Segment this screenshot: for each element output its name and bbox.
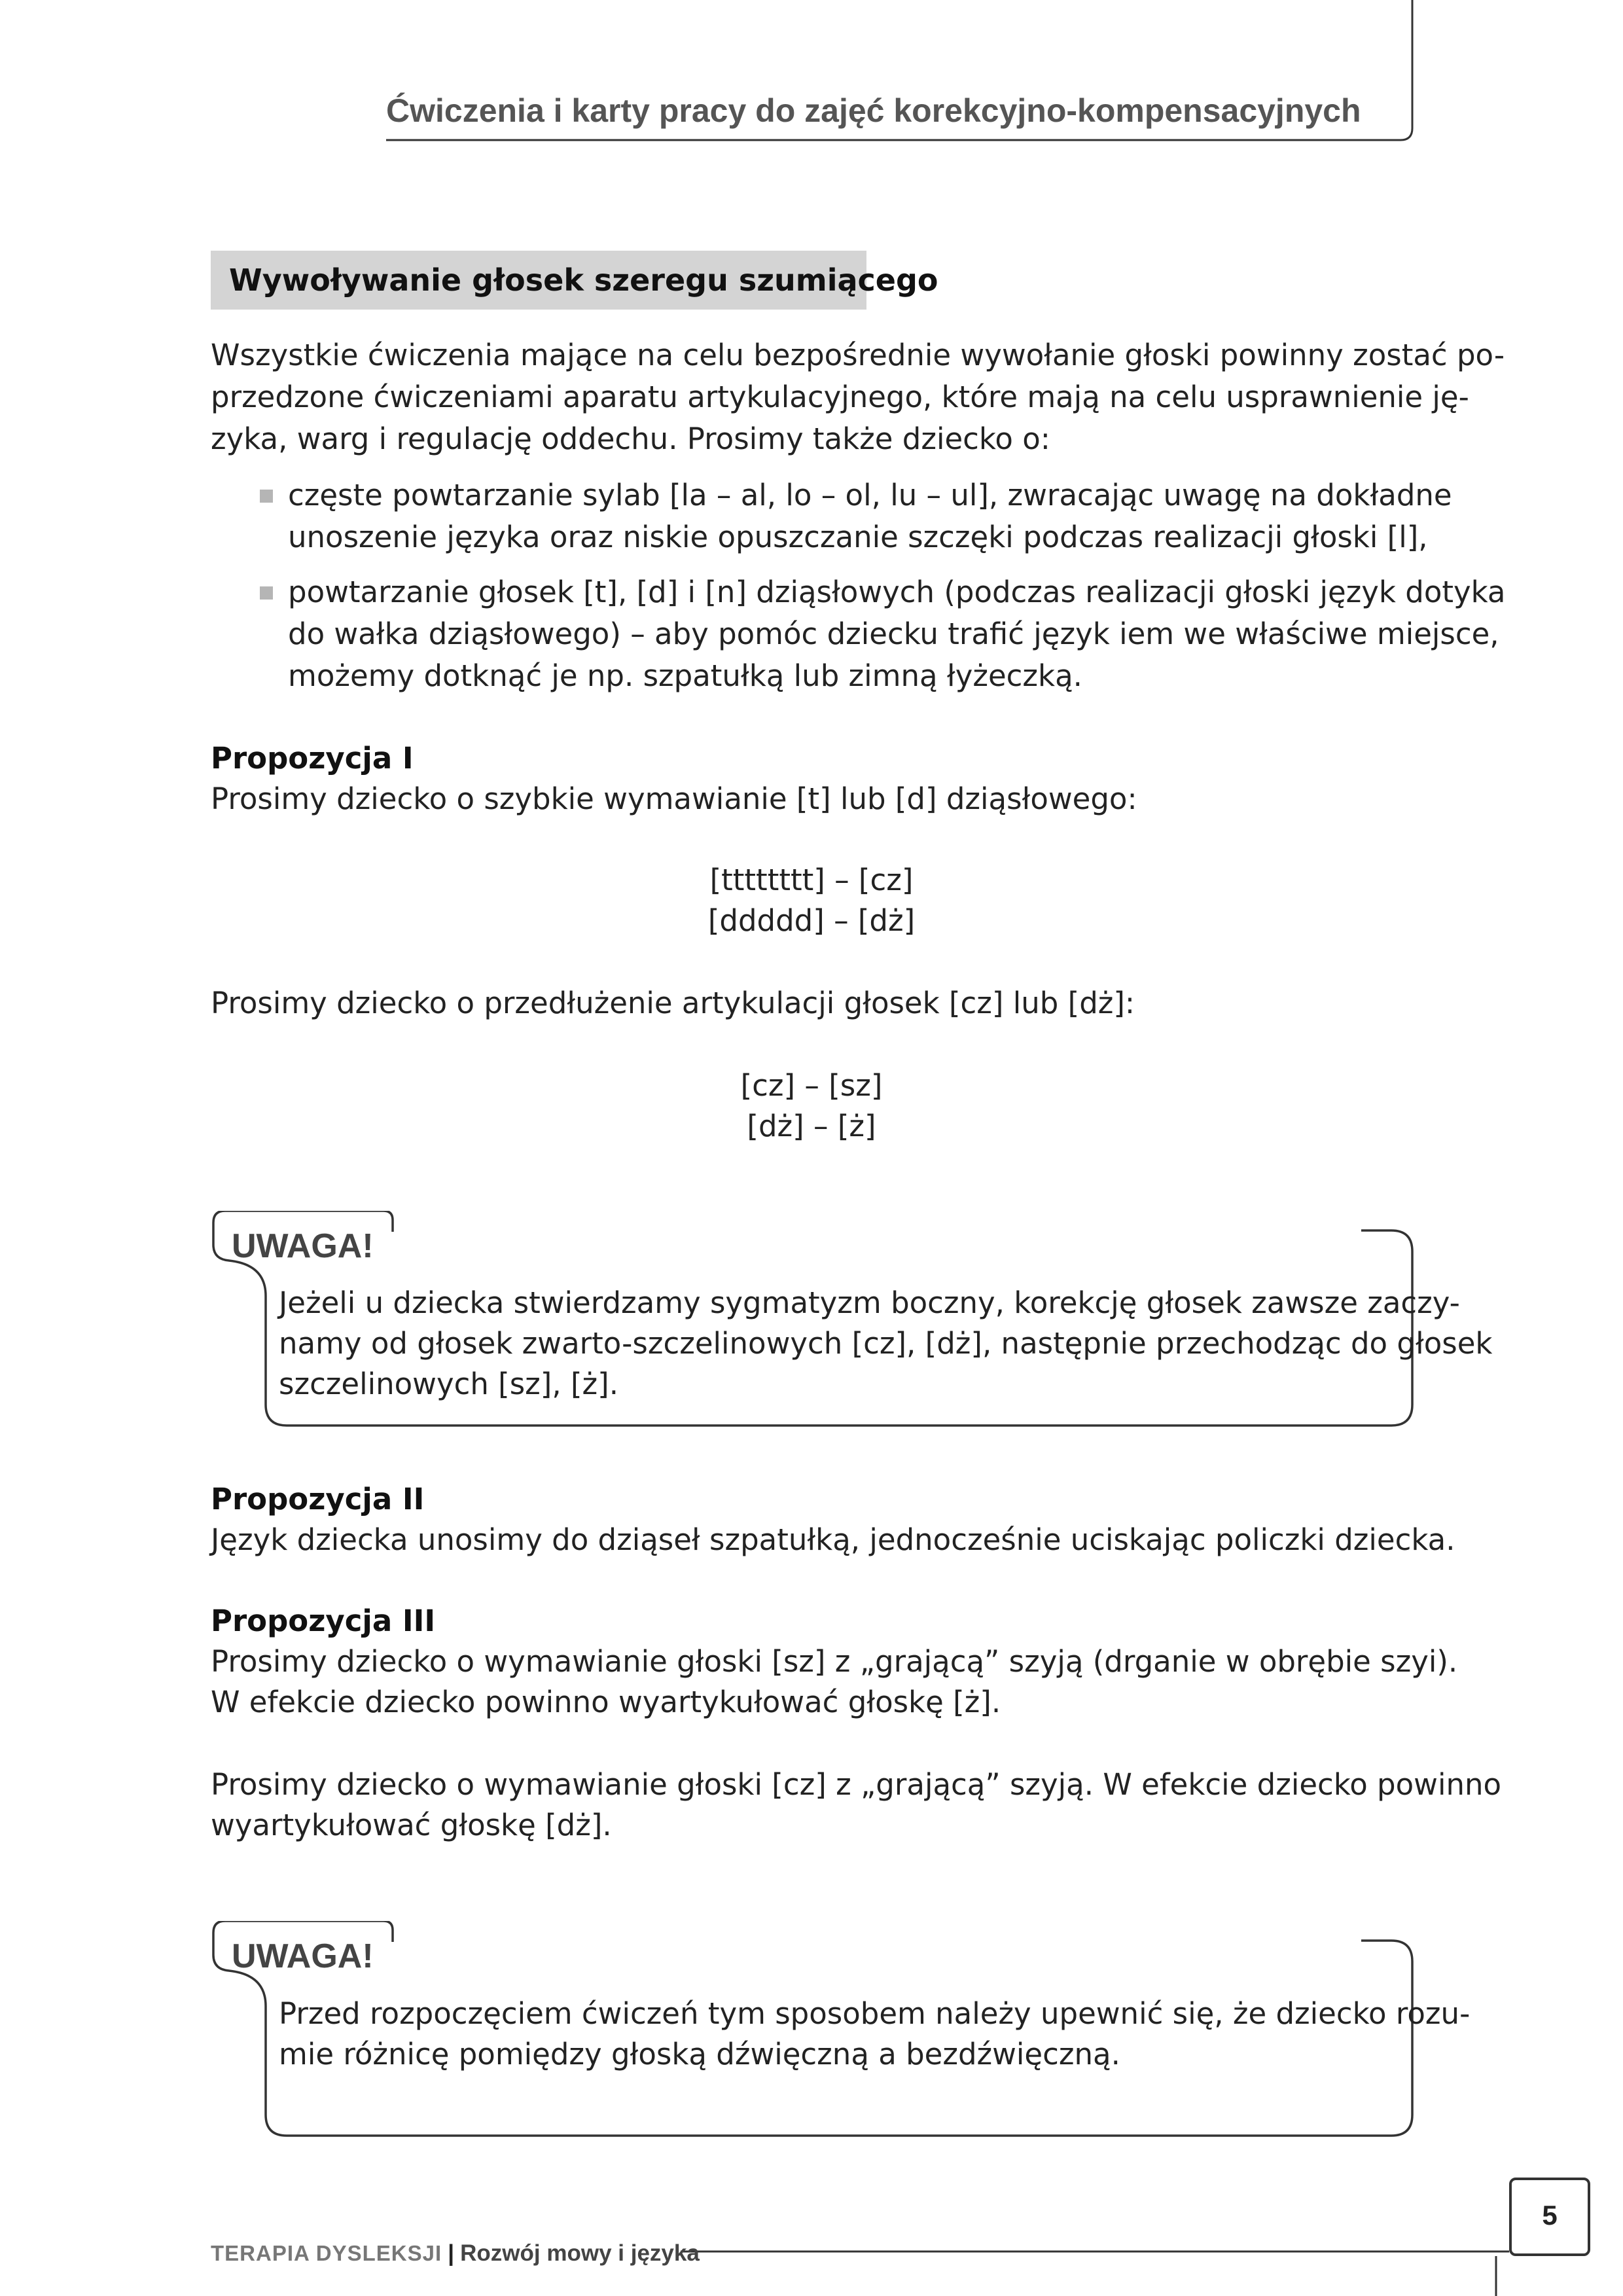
bullet-2-line-2: do wałka dziąsłowego) – aby pomóc dziecku trafić język iem we właściwe miejsce,	[288, 617, 1499, 651]
proposal-1-example-1: [tttttttt] – [cz]	[709, 863, 914, 897]
note-1-line-2: namy od głosek zwarto-szczelinowych [cz], [dż], następnie przechodząc do głosek	[279, 1326, 1493, 1361]
proposal-3-title: Propozycja III	[211, 1604, 436, 1638]
section-heading: Wywoływanie głosek szeregu szumiącego	[229, 262, 938, 298]
proposal-1-example-4: [dż] – [ż]	[747, 1109, 876, 1143]
intro-line-2: przedzone ćwiczeniami aparatu artykulacyjnego, które mają na celu usprawnienie ję-	[211, 380, 1469, 414]
note-2-tag: UWAGA!	[232, 1937, 374, 1975]
footer-separator: |	[448, 2240, 455, 2266]
proposal-1-line-1: Prosimy dziecko o szybkie wymawianie [t] lub [d] dziąsłowego:	[211, 781, 1137, 816]
proposal-2-line: Język dziecka unosimy do dziąseł szpatułką, jednocześnie uciskając policzki dziecka.	[211, 1522, 1455, 1557]
note-2-line-1: Przed rozpoczęciem ćwiczeń tym sposobem należy upewnić się, że dziecko rozu-	[279, 1996, 1471, 2031]
footer-rule	[0, 2160, 1623, 2296]
footer-series	[211, 2240, 700, 2267]
bullet-marker	[260, 490, 273, 503]
note-1-line-1: Jeżeli u dziecka stwierdzamy sygmatyzm boczny, korekcję głosek zawsze zaczy-	[279, 1285, 1460, 1320]
footer-series-name: TERAPIA DYSLEKSJI	[211, 2241, 442, 2265]
running-header: Ćwiczenia i karty pracy do zajęć korekcyjno-kompensacyjnych	[386, 92, 1361, 129]
proposal-3-p2-line-2: wyartykułować głoskę [dż].	[211, 1808, 612, 1842]
page-number: 5	[1542, 2200, 1558, 2231]
footer-subtitle: Rozwój mowy i języka	[460, 2240, 700, 2266]
bullet-2-line-3: możemy dotknąć je np. szpatułką lub zimną łyżeczką.	[288, 658, 1082, 693]
proposal-1-example-2: [ddddd] – [dż]	[707, 903, 916, 938]
proposal-1-line-2: Prosimy dziecko o przedłużenie artykulacji głosek [cz] lub [dż]:	[211, 986, 1135, 1020]
proposal-3-p1-line-1: Prosimy dziecko o wymawianie głoski [sz] z „grającą” szyją (drganie w obrębie szyi).	[211, 1644, 1458, 1679]
proposal-2-title: Propozycja II	[211, 1482, 425, 1516]
note-2-line-2: mie różnicę pomiędzy głoską dźwięczną a bezdźwięczną.	[279, 2037, 1120, 2072]
bullet-marker	[260, 586, 273, 600]
bullet-1-line-1: częste powtarzanie sylab [la – al, lo – ol, lu – ul], zwracając uwagę na dokładne	[288, 478, 1452, 512]
bullet-2-line-1: powtarzanie głosek [t], [d] i [n] dziąsłowych (podczas realizacji głoski język dotyka	[288, 575, 1506, 609]
page-number-box	[1509, 2178, 1590, 2256]
section-heading-box	[211, 251, 938, 310]
proposal-1-example-3: [cz] – [sz]	[740, 1068, 883, 1103]
bullet-1-line-2: unoszenie języka oraz niskie opuszczanie szczęki podczas realizacji głoski [l],	[288, 520, 1428, 554]
proposal-3-p2-line-1: Prosimy dziecko o wymawianie głoski [cz] z „grającą” szyją. W efekcie dziecko powinno	[211, 1767, 1502, 1802]
proposal-1-title: Propozycja I	[211, 741, 414, 776]
intro-line-1: Wszystkie ćwiczenia mające na celu bezpośrednie wywołanie głoski powinny zostać po-	[211, 338, 1505, 372]
note-1-line-3: szczelinowych [sz], [ż].	[279, 1367, 618, 1401]
proposal-3-p1-line-2: W efekcie dziecko powinno wyartykułować głoskę [ż].	[211, 1685, 1001, 1719]
header-rule	[0, 0, 1623, 157]
note-1-tag: UWAGA!	[232, 1227, 374, 1265]
intro-line-3: zyka, warg i regulację oddechu. Prosimy także dziecko o:	[211, 422, 1050, 456]
